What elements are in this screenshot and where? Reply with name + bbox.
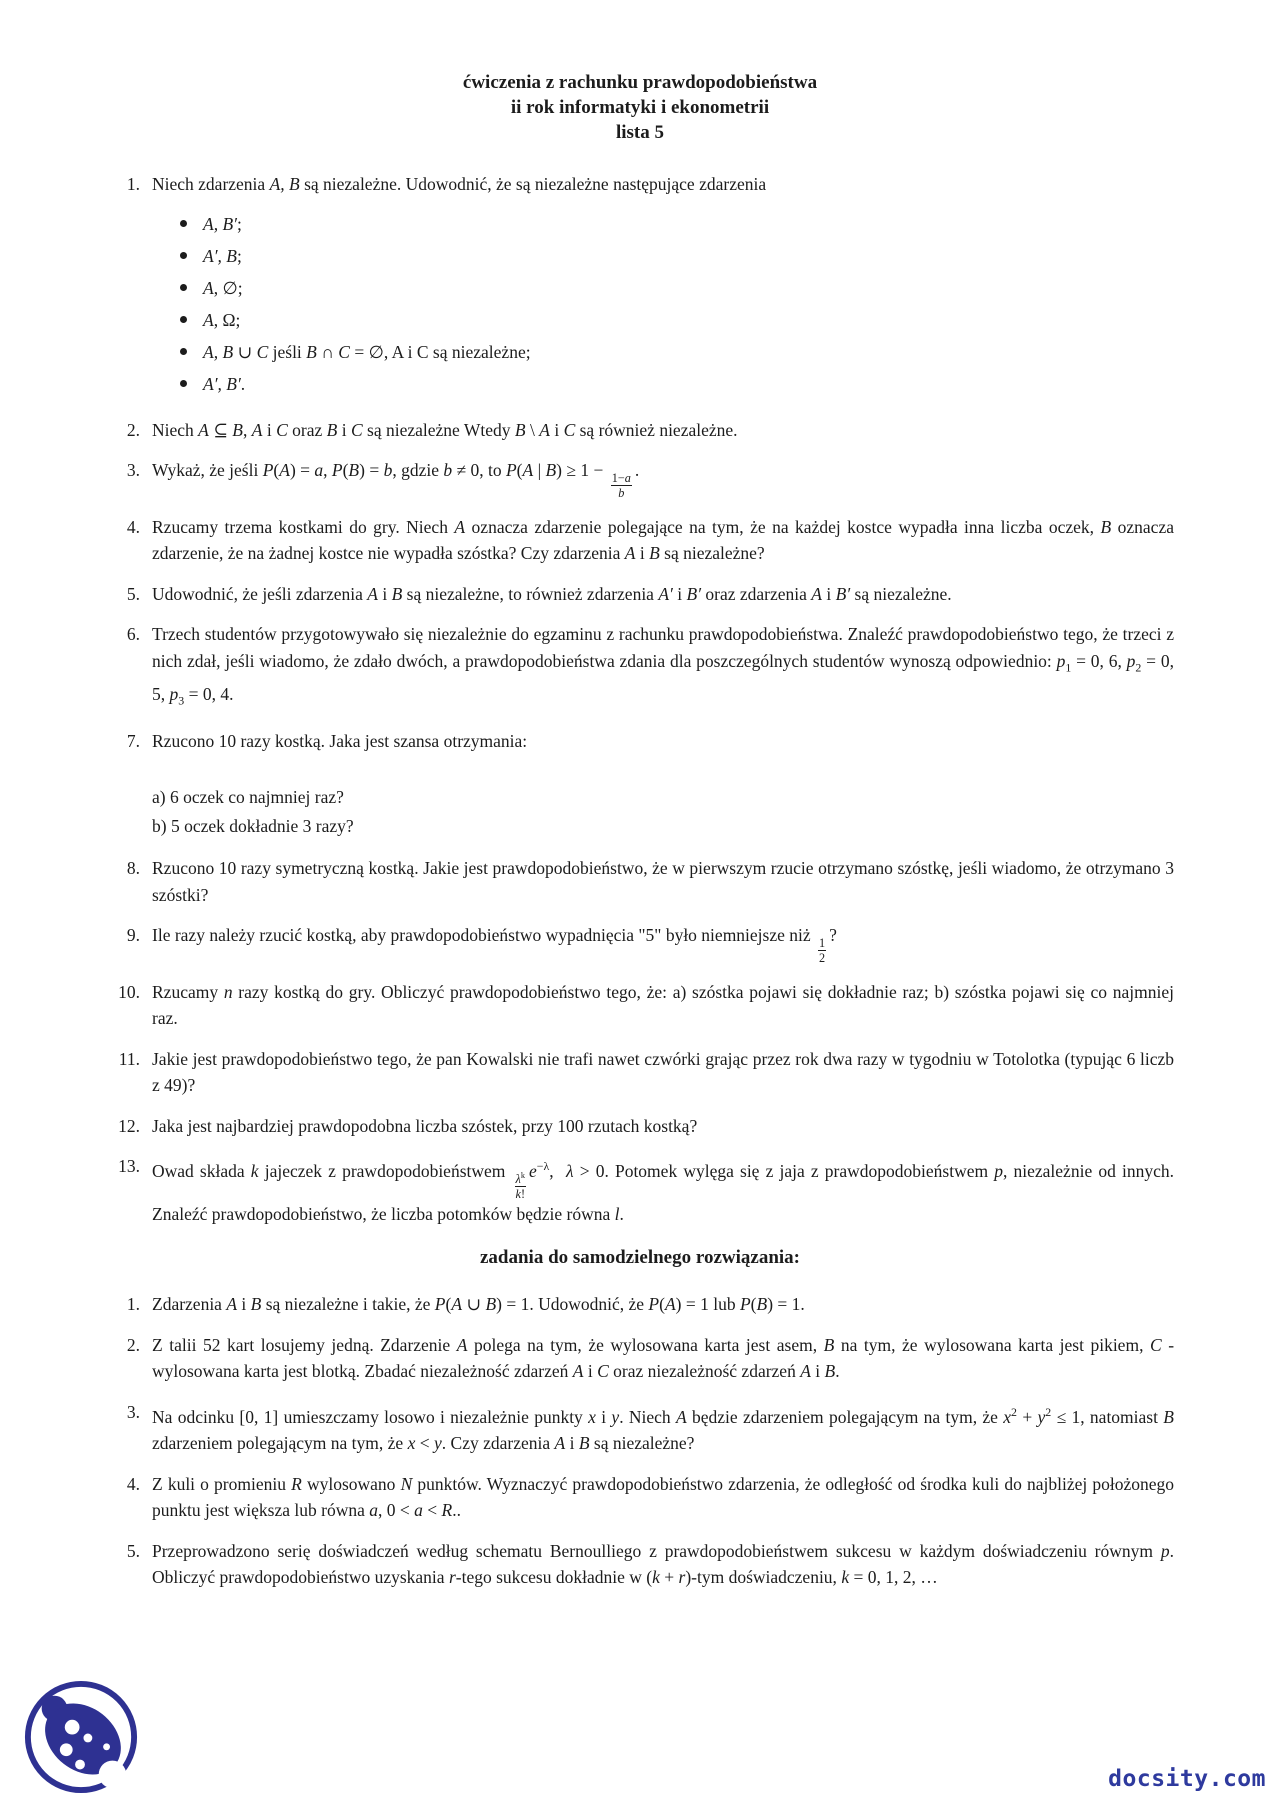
bullet-dot-icon: [180, 380, 187, 387]
exercise-number: 10.: [118, 981, 140, 1002]
bullet-text: A′, B′.: [203, 373, 246, 394]
exercise-number: 13.: [118, 1156, 140, 1177]
bullet-item: [180, 307, 1174, 333]
self-exercise-item-1: [106, 1291, 1174, 1318]
exercise-number: 12.: [118, 1115, 140, 1136]
bullet-dot-icon: [180, 220, 187, 227]
exercise-number: 1.: [126, 174, 140, 194]
self-exercise-item-4: [106, 1471, 1174, 1524]
course-title: ćwiczenia z rachunku prawdopodobieństwa: [462, 72, 818, 93]
course-subtitle: ii rok informatyki i ekonometrii: [510, 97, 770, 118]
bullet-dot-icon: [180, 348, 187, 355]
exercise-text: Jakie jest prawdopodobieństwo tego, że pan Kowalski nie trafi nawet czwórki grając przez rok dwa razy w tygodniu w Totolotka (typując 6 liczb z 49)?: [152, 1048, 1174, 1096]
subitem-a: a) 6 oczek co najmniej raz?: [152, 787, 344, 808]
exercise-text: Rzucono 10 razy symetryczną kostką. Jakie jest prawdopodobieństwo, że w pierwszym rzucie otrzymano szóstkę, jeśli wiadomo, że otrzymano 3 szóstki?: [152, 858, 1174, 905]
exercise-item-12: [106, 1113, 1174, 1140]
subitem-b: b) 5 oczek dokładnie 3 razy?: [152, 815, 354, 836]
exercise-number: 2.: [126, 419, 140, 440]
bullet-text: A, B ∪ C jeśli B ∩ C = ∅, A i C są niezależne;: [203, 341, 531, 362]
exercise-number: 5.: [126, 1540, 140, 1561]
exercise-item-11: [106, 1046, 1174, 1099]
list-number: lista 5: [615, 122, 665, 143]
exercise-text: Rzucono 10 razy kostką. Jaka jest szansa otrzymania:: [152, 730, 528, 751]
docsity-mushroom-logo-icon: [22, 1676, 140, 1798]
exercise-number: 3.: [126, 460, 140, 480]
exercise-text: Niech A ⊆ B, A i C oraz B i C są niezależne Wtedy B \ A i C są również niezależne.: [152, 419, 738, 440]
self-exercise-item-3: [106, 1399, 1174, 1457]
bullet-dot-icon: [180, 284, 187, 291]
exercise-item-3: [106, 457, 1174, 500]
bullet-item: [180, 371, 1174, 397]
exercise-text: Ile razy należy rzucić kostką, aby prawdopodobieństwo wypadnięcia "5" było niemniejsze niż $\frac{1}{2}$ ?: [152, 925, 837, 965]
exercise-number: 7.: [126, 730, 140, 751]
exercise-text: Owad składa k jajeczek z prawdopodobieństwem $\frac{\lambda^k}{k!}$ $e^{-\lambda}$, λ > 0. Potomek wylęga się z jaja z prawdopodobieństwem p, niezależnie od innych. Znaleźć prawdopodobieństwo, że liczba potomków będzie równa l.: [152, 1159, 1174, 1224]
exercise-number: 4.: [126, 516, 140, 537]
bullet-text: A, Ω;: [203, 309, 241, 330]
self-exercise-item-2: [106, 1332, 1174, 1385]
exercise-text: Rzucamy n razy kostką do gry. Obliczyć prawdopodobieństwo tego, że: a) szóstka pojawi się dokładnie raz; b) szóstka pojawi się co najmniej raz.: [152, 981, 1174, 1029]
exercise-item-2: [106, 417, 1174, 444]
exercise-text: Udowodnić, że jeśli zdarzenia A i B są niezależne, to również zdarzenia A′ i B′ oraz zdarzenia A i B′ są niezależne.: [152, 583, 952, 604]
exercise-text: Z talii 52 kart losujemy jedną. Zdarzenie A polega na tym, że wylosowana karta jest asem, B na tym, że wylosowana karta jest pikiem, C - wylosowana karta jest blotką. Zbadać niezależność zdarzeń A i C oraz niezależność zdarzeń A i B.: [152, 1334, 1175, 1382]
exercise-text: Przeprowadzono serię doświadczeń według schematu Bernoulliego z prawdopodobieństwem sukcesu w każdym doświadczeniu równym p. Obliczyć prawdopodobieństwo uzyskania r-tego sukcesu dokładnie w (k + r)-tym doświadczeniu, k = 0, 1, 2, …: [152, 1540, 1174, 1588]
exercise-item-9: [106, 922, 1174, 965]
exercise-item-5: [106, 581, 1174, 608]
bullet-text: A′, B;: [203, 245, 242, 266]
exercise-number: 4.: [126, 1473, 140, 1494]
subitem-list: [152, 784, 1174, 839]
exercise-text: Niech zdarzenia A, B są niezależne. Udowodnić, że są niezależne następujące zdarzenia: [152, 174, 767, 194]
self-exercise-item-5: [106, 1538, 1174, 1591]
exercise-list-main: [106, 171, 1174, 1591]
exercise-number: 6.: [126, 624, 140, 645]
bullet-dot-icon: [180, 252, 187, 259]
exercise-item-7: [106, 728, 1174, 842]
document-header: [0, 0, 1280, 145]
bullet-item: [180, 339, 1174, 365]
exercise-number: 11.: [118, 1048, 140, 1069]
exercise-number: 1.: [126, 1294, 140, 1315]
bullet-text: A, ∅;: [203, 277, 243, 298]
exercise-item-10: [106, 979, 1174, 1032]
exercise-number: 9.: [126, 925, 140, 946]
exercise-text: Na odcinku [0, 1] umieszczamy losowo i niezależnie punkty x i y. Niech A będzie zdarzeniem polegającym na tym, że $x^2 + y^2 \le 1$, natomiast B zdarzeniem polegającym na tym, że x < y. Czy zdarzenia A i B są niezależne?: [152, 1404, 1174, 1454]
exercise-number: 8.: [126, 858, 140, 879]
bullet-item: [180, 211, 1174, 237]
bullet-dot-icon: [180, 316, 187, 323]
exercise-text: Rzucamy trzema kostkami do gry. Niech A oznacza zdarzenie polegające na tym, że na każdej kostce wypadła inna liczba oczek, B oznacza zdarzenie, że na żadnej kostce nie wypadła szóstka? Czy zdarzenia A i B są niezależne?: [152, 516, 1174, 564]
exercise-item-8: [106, 855, 1174, 908]
exercise-number: 3.: [126, 1401, 140, 1422]
exercise-number: 2.: [126, 1334, 140, 1355]
exercise-text: Z kuli o promieniu R wylosowano N punktów. Wyznaczyć prawdopodobieństwo zdarzenia, że odległość od środka kuli do najbliżej położonego punktu jest większa lub równa a, 0 < a < R..: [152, 1473, 1174, 1521]
bullet-item: [180, 243, 1174, 269]
bullet-list: [180, 211, 1174, 397]
exercise-text: Wykaż, że jeśli P(A) = a, P(B) = b, gdzie b ≠ 0, to P(A | B) ≥ 1 − $\frac{1-a}{b}$ .: [152, 460, 640, 500]
exercise-item-1: [106, 171, 1174, 403]
exercise-text: Jaka jest najbardziej prawdopodobna liczba szóstek, przy 100 rzutach kostką?: [152, 1115, 698, 1136]
bullet-text: A, B′;: [203, 213, 242, 234]
exercise-text: Zdarzenia A i B są niezależne i takie, że P(A ∪ B) = 1. Udowodnić, że P(A) = 1 lub P(B) = 1.: [152, 1294, 805, 1315]
exercise-number: 5.: [126, 583, 140, 604]
exercise-item-6: [106, 621, 1174, 714]
bullet-item: [180, 275, 1174, 301]
exercise-text: Trzech studentów przygotowywało się niezależnie do egzaminu z rachunku prawdopodobieństwa. Znaleźć prawdopodobieństwo tego, że trzeci z nich zdał, jeśli wiadomo, że zdało dwóch, a prawdopodobieństwa zdania dla poszczególnych studentów wynoszą odpowiednio: $p_1 = 0$, 6, $p_2 = 0$, 5, $p_3 = 0$, 4.: [152, 624, 1174, 708]
section-title: zadania do samodzielnego rozwiązania:: [479, 1247, 800, 1269]
docsity-watermark-link[interactable]: docsity.com: [1108, 1766, 1266, 1792]
exercise-item-4: [106, 514, 1174, 567]
exercise-item-13: [106, 1153, 1174, 1227]
